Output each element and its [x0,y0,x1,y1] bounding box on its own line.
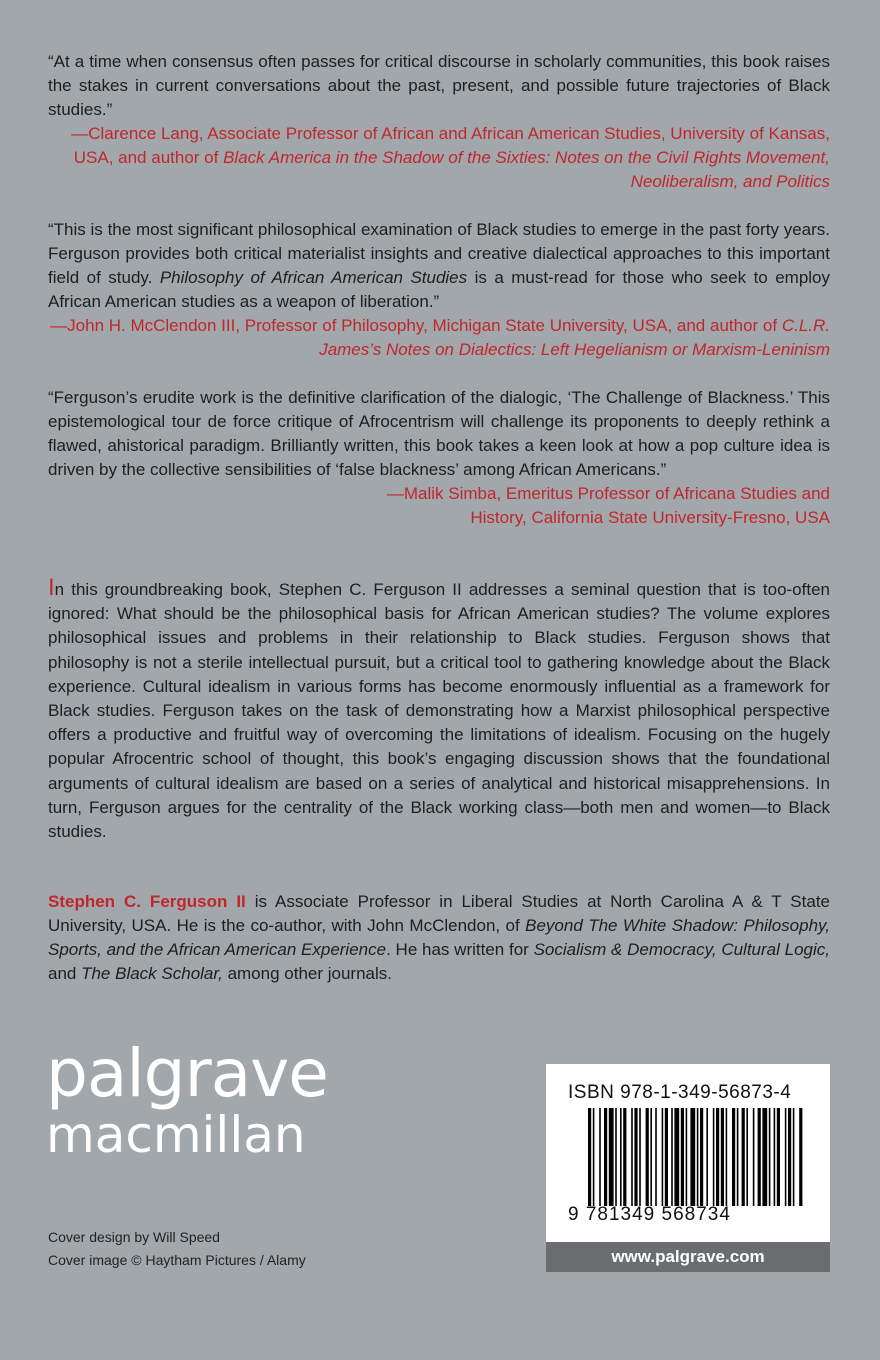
bio-journals: Socialism & Democracy, Cultural Logic, [533,940,831,959]
barcode-bar [674,1108,679,1206]
bio-part: among other journals. [222,964,392,983]
barcode-bar [646,1108,649,1206]
barcode-bar [758,1108,761,1206]
barcode-bar [631,1108,633,1206]
barcode-bar [593,1108,595,1206]
barcode-bar [690,1108,695,1206]
barcode-bar [599,1108,601,1206]
barcode-bar [623,1108,626,1206]
barcode-bar [799,1108,802,1206]
barcode-bar [671,1108,673,1206]
bio-book-title: Beyond The White Shadow: Philosophy, Sports, and the African American Experience [48,916,830,959]
logo-line-2: macmillan [46,1106,306,1164]
barcode-bar [615,1108,617,1206]
author-name: Stephen C. Ferguson II [48,892,246,911]
barcode-bar [697,1108,699,1206]
barcode-bar [706,1108,708,1206]
barcode-bar [620,1108,622,1206]
logo-line-1: palgrave [46,1035,328,1112]
quote-text-part: is a must-read for those who seek to employ African American studies as a weapon of liberation.” [48,268,831,311]
attribution-title: C.L.R. James’s Notes on Dialectics: Left Hegelianism or Marxism-Leninism [319,316,830,359]
barcode-bar [746,1108,748,1206]
review-quote-2 [48,218,830,362]
barcode-bars [588,1108,804,1206]
barcode-bar [721,1108,724,1206]
cover-design-credit: Cover design by Will Speed [48,1229,220,1245]
barcode-bar [716,1108,719,1206]
barcode-bar [753,1108,755,1206]
quote-attribution [48,482,830,530]
quote-book-title: Philosophy of African American Studies [159,268,468,287]
publisher-logo [46,1035,328,1164]
review-quote-3 [48,386,830,530]
barcode-bar [665,1108,668,1206]
attribution-plain: —Clarence Lang, Associate Professor of African and African American Studies, University of Kansas, USA, and author of [71,124,830,167]
bio-journal: The Black Scholar, [81,964,223,983]
publisher-website[interactable]: www.palgrave.com [546,1242,830,1272]
barcode-bar [700,1108,703,1206]
barcode-bar [762,1108,767,1206]
barcode-bar [769,1108,771,1206]
barcode-bar [793,1108,795,1206]
isbn-barcode [546,1064,830,1242]
barcode-bar [732,1108,735,1206]
bio-part: is Associate Professor in Liberal Studies at North Carolina A & T State University, USA. He is the co-author, with John McClendon, of [48,892,831,935]
quote-attribution [48,122,830,194]
drop-cap: I [48,574,55,601]
barcode-bar [742,1108,745,1206]
attribution-plain: —John H. McClendon III, Professor of Philosophy, Michigan State University, USA, and author of [50,316,782,335]
bio-part: and [48,964,82,983]
book-description [48,574,830,844]
barcode-bar [681,1108,684,1206]
barcode-bar [777,1108,780,1206]
quote-text: “At a time when consensus often passes for critical discourse in scholarly communities, this book raises the stakes in current conversations about the past, present, and possible future trajectories of Black studies.” [48,52,830,119]
barcode-bar [650,1108,652,1206]
author-bio [48,890,830,986]
bio-part: . He has written for [386,940,534,959]
barcode-bar [737,1108,739,1206]
cover-image-credit: Cover image © Haytham Pictures / Alamy [48,1252,306,1268]
barcode-bar [713,1108,715,1206]
barcode-bar [609,1108,614,1206]
bio-text [48,890,830,986]
barcode-bar [639,1108,641,1206]
barcode-bar [588,1108,591,1206]
attribution-line: History, California State University-Fresno, USA [470,508,830,527]
cover-credits [48,1226,306,1272]
barcode-bar [604,1108,607,1206]
quote-text: “Ferguson’s erudite work is the definitive clarification of the dialogic, ‘The Challenge of Blackness.’ This epistemological tour de force critique of Afrocentrism will challenge its proponents to deeply rethink a flawed, ahistorical paradigm. Brilliantly written, this book takes a keen look at how a pop culture idea is driven by the collective sensibilities of ‘false blackness’ among African Americans.” [48,388,830,479]
quote-text-part: “This is the most significant philosophical examination of Black studies to emerge in the past forty years. Ferguson provides both critical materialist insights and creative dialectical approaches to this important field of study. [48,220,830,287]
review-quote-1 [48,50,830,194]
description-body: n this groundbreaking book, Stephen C. Ferguson II addresses a seminal question that is too-often ignored: What should be the philosophical basis for African American studies? The volume explores philosophical issues and problems in their relationship to Black studies. Ferguson shows that philosophy is not a sterile intellectual pursuit, but a critical tool to gathering knowledge about the Black experience. Cultural idealism in various forms has become enormously influential as a framework for Black studies. Ferguson takes on the task of demonstrating how a Marxist philosophical perspective offers a productive and fruitful way of overcoming the limitations of idealism. Focusing on the hugely popular Afrocentric school of thought, this book’s engaging discussion shows that the foundational arguments of cultural idealism are based on a series of analytical and historical misapprehensions. In turn, Ferguson argues for the centrality of the Black working class—both men and women—to Black studies. [48,580,830,842]
attribution-title: Black America in the Shadow of the Sixties: Notes on the Civil Rights Movement, Neoliberalism, and Politics [223,148,830,191]
quote-attribution [48,314,830,362]
quote-text [48,218,830,314]
barcode-bar [634,1108,637,1206]
barcode-bar [788,1108,791,1206]
isbn-label: ISBN 978-1-349-56873-4 [568,1082,792,1103]
barcode-bar [785,1108,787,1206]
barcode-bar [686,1108,688,1206]
description-text [48,574,830,844]
barcode-digits: 9 781349 568734 [568,1204,731,1225]
barcode-bar [774,1108,776,1206]
barcode-bar [726,1108,728,1206]
barcode-bar [655,1108,657,1206]
attribution-line: —Malik Simba, Emeritus Professor of Africana Studies and [386,484,830,503]
barcode-bar [662,1108,664,1206]
